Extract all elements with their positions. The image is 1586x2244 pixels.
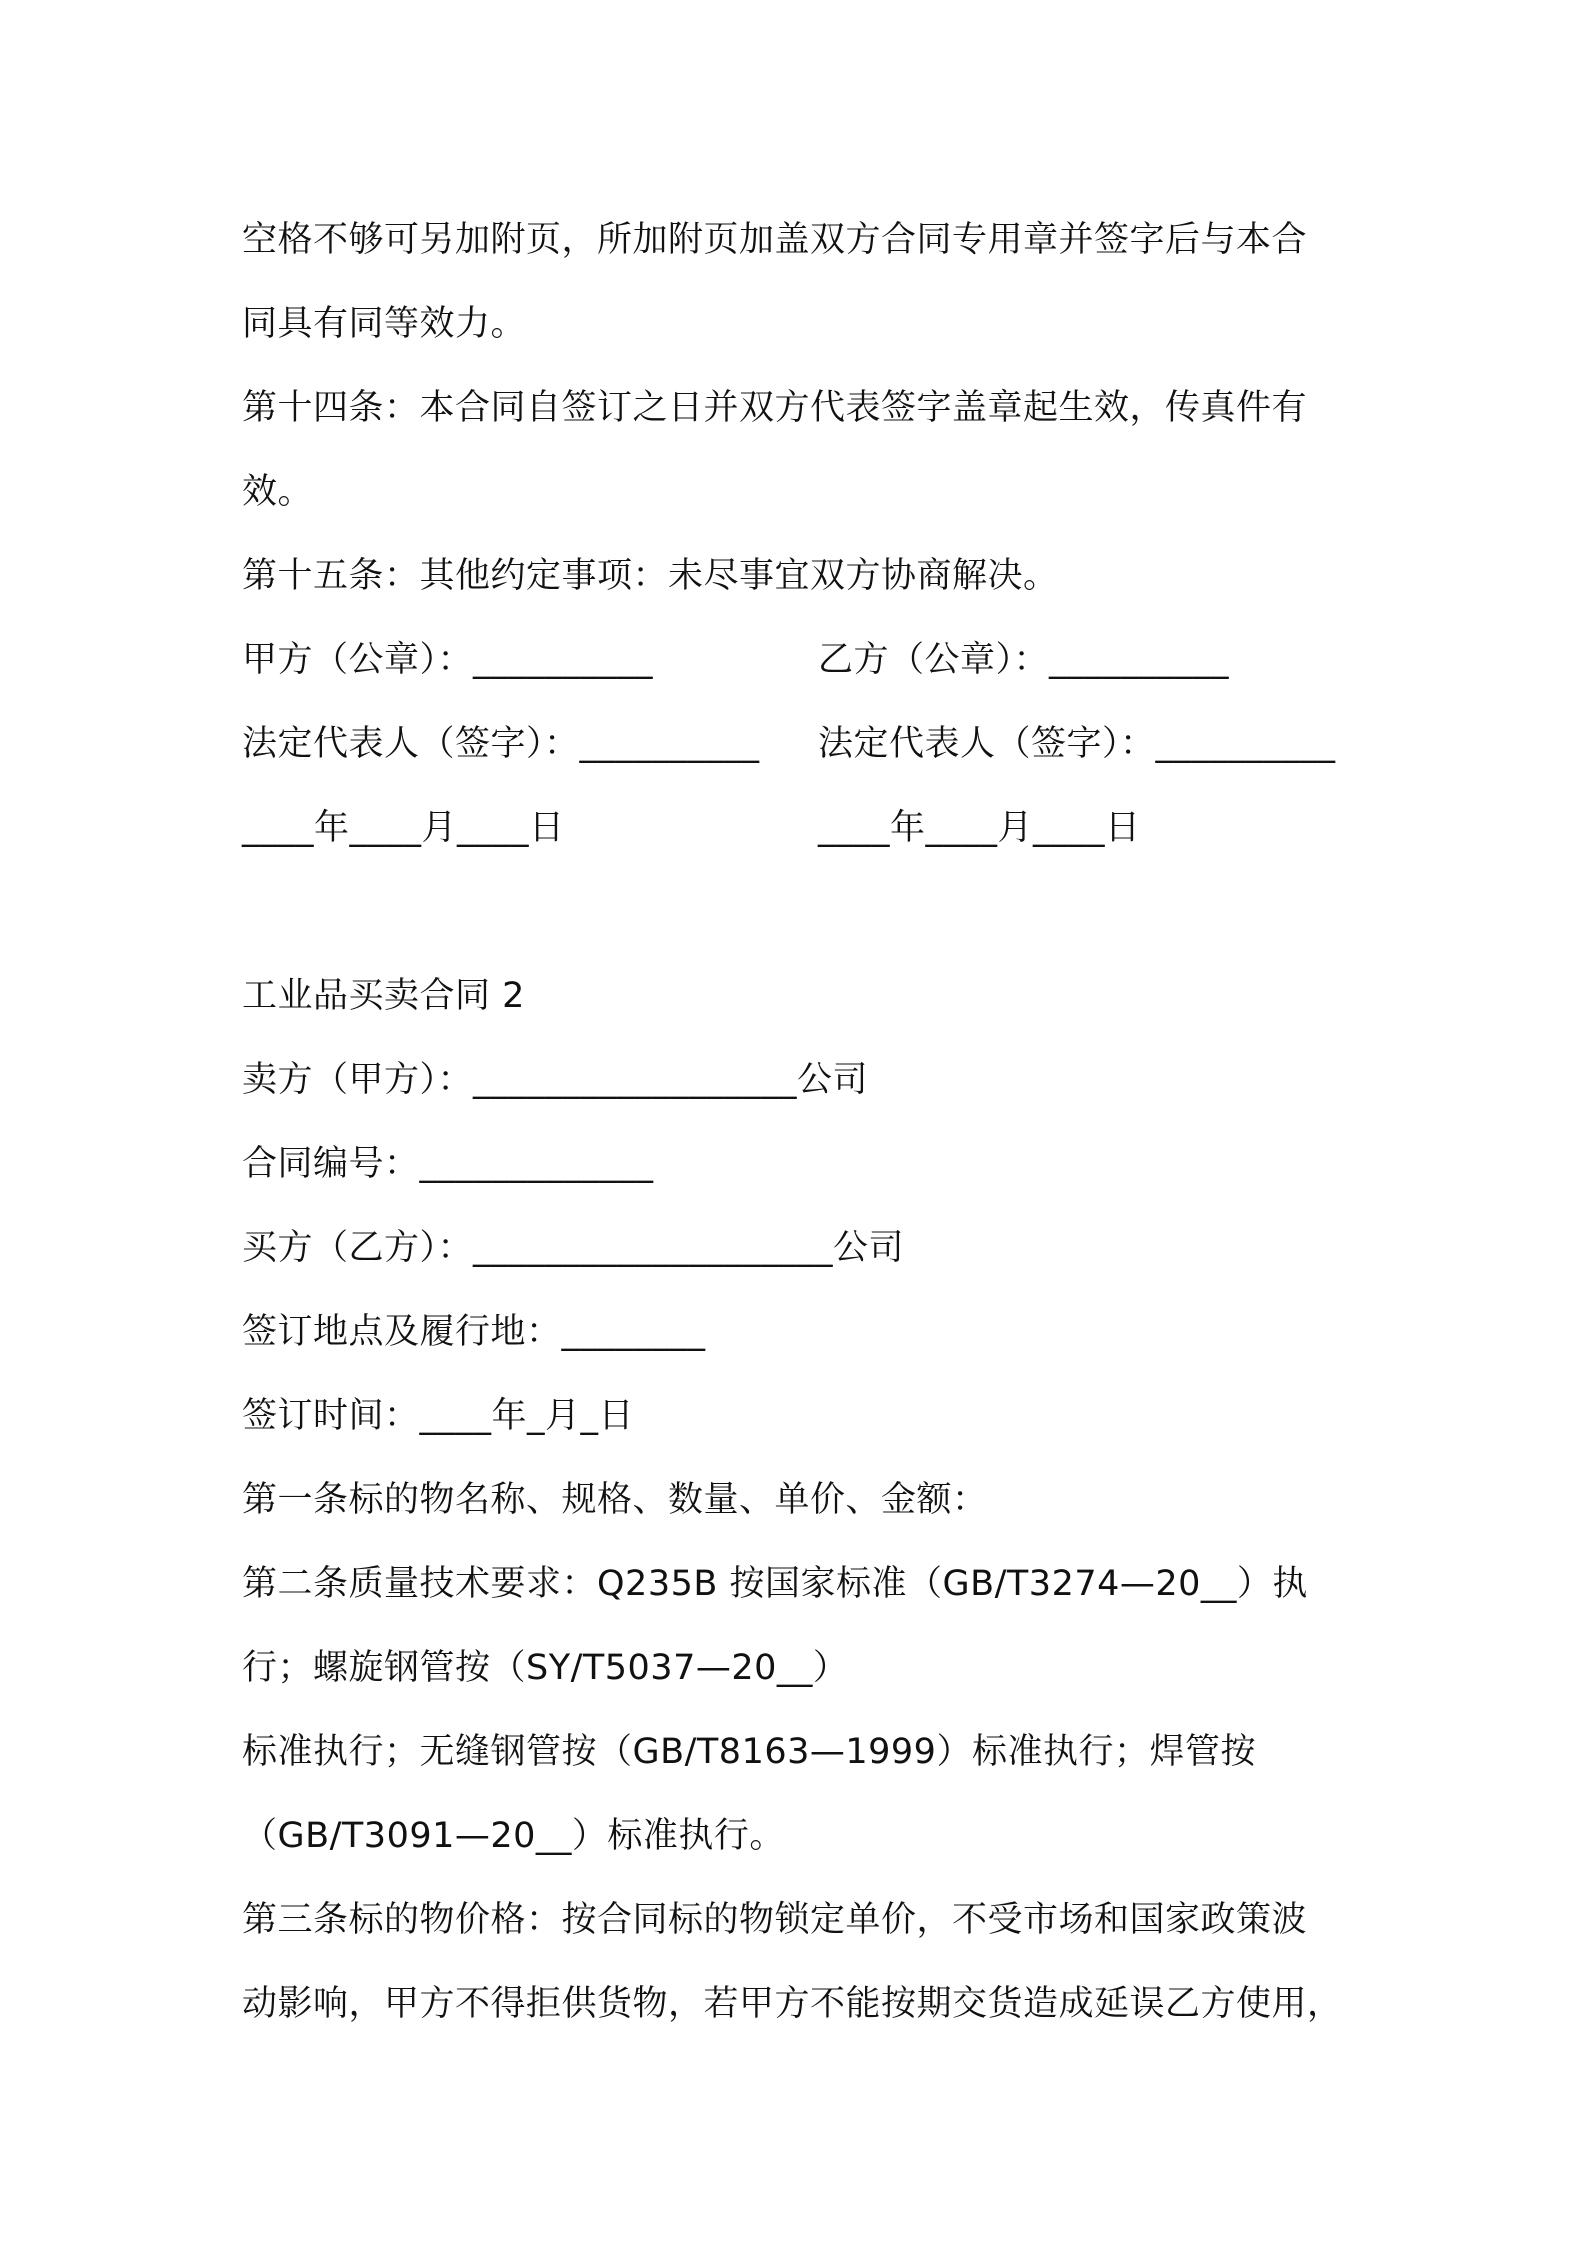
party-a-representative-field: 法定代表人（签字）：__________ [242,724,760,764]
section-gap [242,870,1362,954]
party-b-date-field: ____年____月____日 [818,808,1141,848]
clause-15-line: 第十五条：其他约定事项：未尽事宜双方协商解决。 [242,556,1059,596]
party-a-seal-field: 甲方（公章）：__________ [242,640,654,680]
clause-14-line: 第十四条：本合同自签订之日并双方代表签字盖章起生效，传真件有 [242,388,1308,428]
clause-3-line: 第三条标的物价格：按合同标的物锁定单价，不受市场和国家政策波 [242,1900,1308,1940]
signing-date-field: 签订时间：____年_月_日 [242,1396,635,1436]
clause-1-line: 第一条标的物名称、规格、数量、单价、金额： [242,1480,988,1520]
party-b-seal-field: 乙方（公章）：__________ [818,640,1230,680]
clause-2-line: （GB/T3091—20__）标准执行。 [242,1816,785,1856]
paragraph-line: 同具有同等效力。 [242,304,527,344]
seller-field: 卖方（甲方）：__________________公司 [242,1060,869,1100]
document-body [242,198,1362,2046]
contract-number-field: 合同编号：_____________ [242,1144,654,1184]
clause-2-line: 行；螺旋钢管按（SY/T5037—20__） [242,1648,849,1688]
clause-2-line: 第二条质量技术要求：Q235B 按国家标准（GB/T3274—20__）执 [242,1564,1308,1604]
party-b-representative-field: 法定代表人（签字）：__________ [818,724,1336,764]
paragraph-line: 空格不够可另加附页，所加附页加盖双方合同专用章并签字后与本合 [242,220,1308,260]
clause-2-line: 标准执行；无缝钢管按（GB/T8163—1999）标准执行；焊管按 [242,1732,1256,1772]
buyer-field: 买方（乙方）：____________________公司 [242,1228,905,1268]
representative-row [242,702,1362,786]
signing-place-field: 签订地点及履行地：________ [242,1312,706,1352]
seal-row [242,618,1362,702]
clause-3-line: 动影响，甲方不得拒供货物，若甲方不能按期交货造成延误乙方使用， [242,1984,1343,2024]
party-a-date-field: ____年____月____日 [242,808,565,848]
date-row [242,786,1362,870]
clause-14-line: 效。 [242,472,314,512]
contract-title: 工业品买卖合同 2 [242,976,525,1016]
